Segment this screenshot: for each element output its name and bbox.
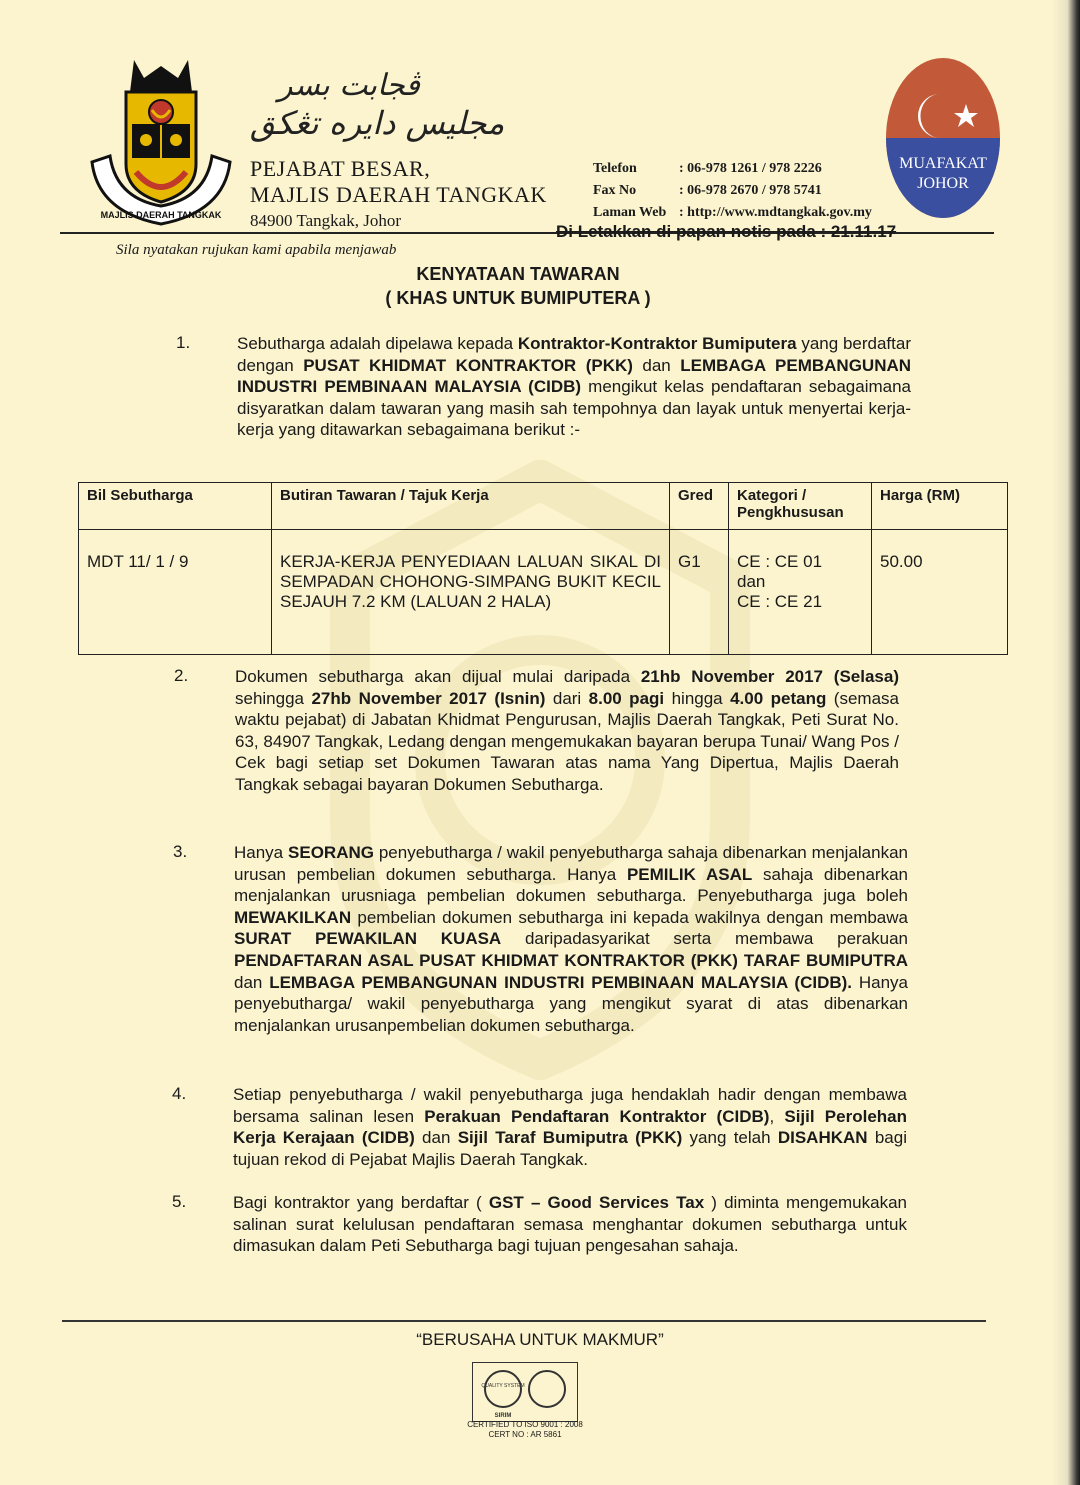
muafakat-johor-logo <box>884 56 1002 220</box>
svg-text:MAJLIS DAERAH TANGKAK: MAJLIS DAERAH TANGKAK <box>100 210 222 220</box>
tender-table <box>78 482 1008 655</box>
paragraph-1: Sebutharga adalah dipelawa kepada Kontraktor-Kontraktor Bumiputera yang berdaftar dengan PUSAT KHIDMAT KONTRAKTOR (PKK) dan LEMBAGA PEMBANGUNAN INDUSTRI PEMBINAAN MALAYSIA (CIDB) mengikut kelas pendaftaran sebagaimana disyaratkan dalam tawaran yang masih sah tempohnya dan layak untuk menyertai kerja-kerja yang ditawarkan sebagaimana berikut :- <box>237 334 912 440</box>
council-crest-logo <box>86 52 236 230</box>
cell-kategori <box>729 530 872 655</box>
header-bil: Bil Sebutharga <box>79 483 272 530</box>
document-title: KENYATAAN TAWARAN <box>416 264 620 284</box>
web-label: Laman Web <box>593 205 667 220</box>
paragraph-2: Dokumen sebutharga akan dijual mulai daripada 21hb November 2017 (Selasa) sehingga 27hb November 2017 (Isnin) dari 8.00 pagi hingga 4.00 petang (semasa waktu pejabat) di Jabatan Khidmat Pengurusan, Majlis Daerah Tangkak, Peti Surat No. 63, 84907 Tangkak, Ledang dengan mengemukakan bayaran berupa Tunai/ Wang Pos / Cek bagi setiap set Dokumen Tawaran atas nama Yang Dipertua, Majlis Daerah Tangkak sebagai bayaran Dokumen Sebutharga. <box>235 667 899 794</box>
cert-sirim-text: SIRIM <box>494 1413 512 1419</box>
postal-address: 84900 Tangkak, Johor <box>250 211 402 230</box>
kategori-line-3: CE : CE 21 <box>737 592 823 611</box>
cell-bil: MDT 11/ 1 / 9 <box>79 530 272 655</box>
telefon-label: Telefon <box>593 161 637 176</box>
arabic-heading-line2: مجليس دايره تڠكق <box>250 104 505 142</box>
reference-note: Sila nyatakan rujukan kami apabila menjawab <box>116 242 397 258</box>
council-name: MAJLIS DAERAH TANGKAK <box>250 182 547 207</box>
paragraph-4-number: 4. <box>172 1084 187 1103</box>
cell-harga: 50.00 <box>872 530 1008 655</box>
header-gred: Gred <box>670 483 729 530</box>
paragraph-5-number: 5. <box>172 1192 187 1211</box>
paragraph-5: Bagi kontraktor yang berdaftar ( GST – Good Services Tax ) diminta mengemukakan salinan surat kelulusan pendaftaran semasa menghantar dokumen sebutharga untuk dimasukan dalam Peti Sebutharga bagi tujuan pengesahan sahaja. <box>233 1193 908 1256</box>
header-butiran: Butiran Tawaran / Tajuk Kerja <box>272 483 670 530</box>
office-name: PEJABAT BESAR, <box>250 156 431 181</box>
document-subtitle: ( KHAS UNTUK BUMIPUTERA ) <box>385 288 651 308</box>
iso-certification-badge <box>472 1362 578 1422</box>
cert-line-2: CERT NO : AR 5861 <box>488 1430 562 1439</box>
office-address-block <box>250 156 547 234</box>
paragraph-3: Hanya SEORANG penyebutharga / wakil penyebutharga sahaja dibenarkan menjalankan urusan pembelian dokumen sebutharga. Hanya PEMILIK ASAL sahaja dibenarkan menjalankan urusniaga pembelian dokumen sebutharga. Penyebutharga juga boleh MEWAKILKAN pembelian dokumen sebutharga ini kepada wakilnya dengan membawa SURAT PEWAKILAN KUASA daripadasyarikat serta membawa perakuan PENDAFTARAN ASAL PUSAT KHIDMAT KONTRAKTOR (PKK) TARAF BUMIPUTRA dan LEMBAGA PEMBANGUNAN INDUSTRI PEMBINAAN MALAYSIA (CIDB). Hanya penyebutharga/ wakil penyebutharga yang mengikut syarat di atas dibenarkan menjalankan urusanpembelian dokumen sebutharga. <box>234 843 908 1035</box>
scan-edge-shadow <box>1052 0 1080 1485</box>
contact-block <box>593 158 872 224</box>
paragraph-2-number: 2. <box>174 666 189 685</box>
cert-caption <box>458 1420 592 1440</box>
table-row <box>79 530 1008 655</box>
svg-text:MUAFAKAT: MUAFAKAT <box>899 155 987 172</box>
cert-badge-text: QUALITY SYSTEM <box>481 1383 525 1389</box>
cell-gred: G1 <box>670 530 729 655</box>
cell-butiran: KERJA-KERJA PENYEDIAAN LALUAN SIKAL DI SEMPADAN CHOHONG-SIMPANG BUKIT KECIL SEJAUH 7.2 KM (LALUAN 2 HALA) <box>272 530 670 655</box>
header-harga: Harga (RM) <box>872 483 1008 530</box>
paragraph-4: Setiap penyebutharga / wakil penyebutharga juga hendaklah hadir dengan membawa bersama salinan lesen Perakuan Pendaftaran Kontraktor (CIDB), Sijil Perolehan Kerja Kerajaan (CIDB) dan Sijil Taraf Bumiputra (PKK) yang telah DISAHKAN bagi tujuan rekod di Pejabat Majlis Daerah Tangkak. <box>233 1085 908 1169</box>
paragraph-1-number: 1. <box>176 333 191 352</box>
telefon-value: : 06-978 1261 / 978 2226 <box>679 161 822 176</box>
kategori-line-2: dan <box>737 572 766 591</box>
svg-text:JOHOR: JOHOR <box>917 175 969 192</box>
motto: “BERUSAHA UNTUK MAKMUR” <box>416 1330 664 1349</box>
web-value: : http://www.mdtangkak.gov.my <box>679 205 872 220</box>
arabic-heading-line1: ڤجابت بسر <box>278 68 420 103</box>
table-header-row <box>79 483 1008 530</box>
notice-board-stamp: Di Letakkan di papan notis pada : 21.11.17 <box>556 222 897 241</box>
kategori-line-1: CE : CE 01 <box>737 552 823 571</box>
cert-line-1: CERTIFIED TO ISO 9001 : 2008 <box>467 1420 583 1429</box>
paragraph-3-number: 3. <box>173 842 188 861</box>
footer-divider <box>62 1320 986 1322</box>
fax-value: : 06-978 2670 / 978 5741 <box>679 183 822 198</box>
header-kategori: Kategori / Pengkhususan <box>729 483 872 530</box>
fax-label: Fax No <box>593 183 637 198</box>
